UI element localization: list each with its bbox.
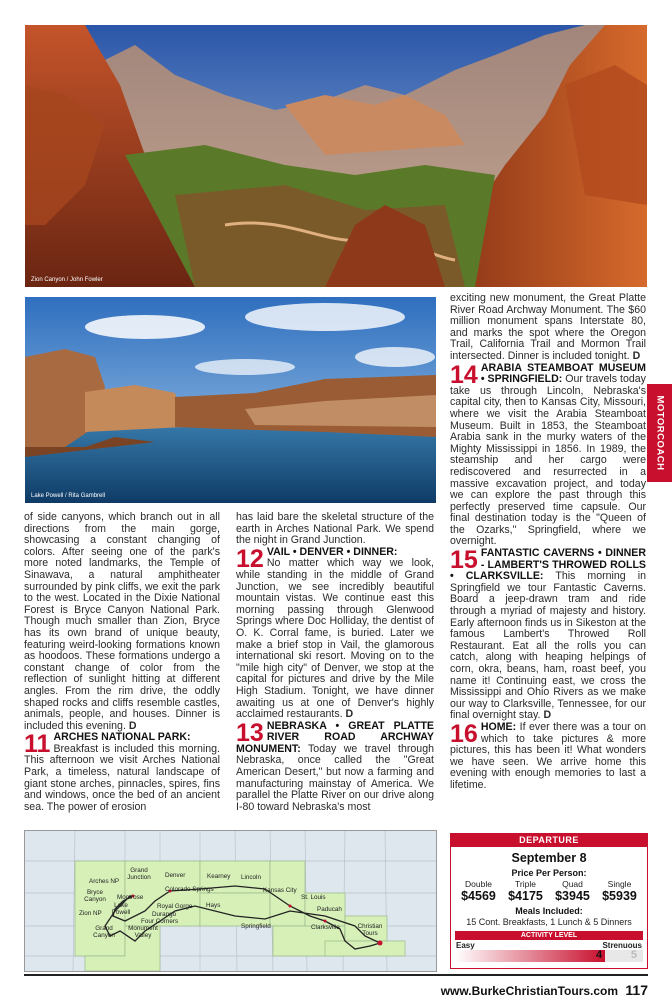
itinerary-day-13 — [236, 718, 434, 814]
meal-code: D — [345, 708, 354, 721]
day-number: 15 — [450, 546, 478, 575]
text-column-1 — [24, 512, 220, 813]
activity-easy-label: Easy — [456, 941, 475, 950]
itinerary-day-11 — [24, 732, 220, 813]
day-number: 11 — [24, 730, 51, 759]
day-text: Today we travel through Nebraska, once called the "Great American Desert," but now a farming and manufacturing mainstay of America. We parallel the Platte River on our drive along I-80 toward Nebraska's most — [236, 742, 434, 813]
day-heading: ARCHES NATIONAL PARK: — [53, 731, 191, 744]
meals-text: 15 Cont. Breakfasts, 1 Lunch & 5 Dinners — [466, 917, 632, 927]
itinerary-day-14 — [450, 360, 646, 549]
day-heading: NEBRASKA • GREAT PLATTE RIVER ROAD ARCHWAY MONUMENT: — [236, 719, 434, 755]
map-label-clarksville: Clarksville — [311, 924, 340, 931]
page-number: 117 — [625, 982, 648, 998]
map-label-kearney: Kearney — [207, 873, 231, 880]
activity-header: ACTIVITY LEVEL — [455, 931, 643, 940]
departure-header: DEPARTURE — [451, 834, 647, 847]
day-text: This morning in Springfield we tour Fantastic Caverns. Board a jeep-drawn tram and ride through a myriad of majesty and history. Early afternoon finds us in Sikeston at the famous Lambert's Throwed Roll Restaurant. Eat all the rolls you can catch, along with heaping helpings of corn, okra, beans, ham, roast beef, you name it! Continuing east, we cross the Mississippi and Ohio Rivers as we make our way to Clarksville, Tennessee, for our final overnight stay. — [450, 570, 646, 722]
text-column-2 — [236, 512, 434, 813]
price-table — [451, 879, 647, 903]
itinerary-day-15 — [450, 548, 646, 722]
price-column-double — [461, 879, 496, 903]
map-label-arches-np: Arches NP — [89, 878, 120, 885]
day-text: If ever there was a tour on which to take pictures & more pictures, this has been it! What wonders we have seen. We arrive home this evening with enough memories to last a lifetime. — [450, 720, 646, 791]
body-paragraph: of side canyons, which branch out in all directions from the main gorge, showcasing a constant changing of colors. After seeing one of the park's more noted landmarks, the Temple of Sinawava, a natural amphitheater surrounded by pink cliffs, we exit the park to the west. Located in the Dixie National Forest is Bryce Canyon National Park. Though much smaller than Zion, Bryce has its own brand of unique beauty, featuring weird-looking formations known as hoodoos. These formations undergo a constant change of color from the reflection of sunlight hitting at different angles. From the rim drive, the oddly shaped rocks and cliffs resemble castles, animals, people, and houses. Dinner is included this evening. D — [24, 511, 220, 732]
map-label-lake-powell: Lake Powell — [111, 902, 131, 916]
activity-level-fill — [455, 950, 605, 962]
lake-powell-photo — [25, 297, 436, 503]
price-value: $5939 — [602, 889, 637, 903]
day-heading: ARABIA STEAMBOAT MUSEUM • SPRINGFIELD: — [480, 361, 646, 386]
day-number: 16 — [450, 719, 478, 748]
price-value: $4569 — [461, 889, 496, 903]
map-label-paducah: Paducah — [317, 906, 342, 913]
activity-scale-labels — [455, 940, 643, 950]
price-value: $4175 — [508, 889, 543, 903]
map-label-kansas-city: Kansas City — [263, 887, 297, 894]
map-label-grand-canyon: Grand Canyon — [93, 925, 115, 939]
activity-level-bar — [455, 950, 643, 962]
photo-credit: Zion Canyon / John Fowler — [31, 277, 103, 283]
price-value: $3945 — [555, 889, 590, 903]
map-label-st-louis: St. Louis — [301, 894, 326, 901]
map-label-lincoln: Lincoln — [241, 874, 261, 881]
footer-url-and-page — [441, 982, 648, 998]
day-number: 12 — [236, 544, 264, 573]
body-paragraph: has laid bare the skeletal structure of the earth in Arches National Park. We spend the night in Grand Junction. — [236, 511, 434, 547]
motorcoach-tab-label: MOTORCOACH — [654, 395, 665, 471]
day-heading: HOME: — [480, 720, 517, 733]
departure-box — [450, 833, 648, 969]
day-heading: FANTASTIC CAVERNS • DINNER - LAMBERT'S THROWED ROLLS • CLARKSVILLE: — [450, 547, 646, 583]
map-label-royal-gorge: Royal Gorge — [157, 903, 193, 910]
zion-canyon-image — [25, 25, 647, 287]
map-label-hays: Hays — [206, 902, 221, 909]
departure-date: September 8 — [511, 851, 587, 865]
day-text: Breakfast is included this morning. This afternoon we visit Arches National Park, a timeless, natural landscape of giant stone arches, pinnacles, spires, fins and windows, once the bed of an ancient sea. The power of erosion — [24, 742, 220, 813]
day-text: No matter which way we look, while standing in the middle of Grand Junction, we see incredibly beautiful mountain vistas. We continue east this morning passing through Glenwood Springs where Doc Holliday, the dentist of O. K. Corral fame, is buried. Later we make a brief stop in Vail, the glamorous international ski resort. Moving on to the "mile high city" of Denver, we stop at the capital for pictures and drive by the Mile High Stadium. Tonight, we have dinner awaiting us at one of Denver's highly acclaimed restaurants. — [236, 557, 434, 721]
map-label-christian-tours: Christian Tours — [357, 923, 383, 937]
text-column-3 — [450, 293, 646, 792]
price-column-triple — [508, 879, 543, 903]
route-map — [24, 830, 437, 972]
map-label-grand-junction: Grand Junction — [127, 867, 151, 881]
map-label-bryce-canyon: Bryce Canyon — [84, 889, 106, 903]
map-label-colorado-springs: Colorado Springs — [165, 886, 214, 893]
itinerary-day-12 — [236, 544, 434, 721]
map-label-durango: Durango — [152, 911, 177, 918]
meal-code: D — [543, 709, 552, 722]
map-label-four-corners: Four Corners — [141, 918, 179, 925]
price-column-single — [602, 879, 637, 903]
zion-canyon-photo — [25, 25, 647, 287]
activity-level-max: 5 — [630, 949, 637, 961]
map-label-denver: Denver — [165, 872, 186, 879]
map-label-montrose: Montrose — [117, 894, 144, 901]
price-type-label: Double — [465, 879, 492, 889]
price-type-label: Single — [607, 879, 632, 889]
day-number: 13 — [236, 718, 264, 747]
price-type-label: Triple — [515, 879, 536, 889]
meals-label: Meals Included: — [515, 906, 583, 916]
motorcoach-tab — [647, 384, 672, 482]
lake-powell-image — [25, 297, 436, 503]
page-footer — [24, 974, 648, 998]
footer-url[interactable]: www.BurkeChristianTours.com — [440, 984, 619, 998]
itinerary-day-16 — [450, 719, 646, 792]
price-type-label: Quad — [562, 879, 583, 889]
activity-level-value: 4 — [596, 949, 603, 961]
day-text: Our travels today take us through Lincoln, Nebraska's capital city, then to Kansas City, Missouri, where we visit the Arabia Steamboat Museum. Built in 1853, the Steamboat Arabia sank in the murky waters of the Mighty Mississippi in 1856. In 1989, the steamship and her cargo were rediscovered and resurrected in a massive excavation project, and today we can explore the past through this perfectly preserved time capsule. Our final destination today is the "Queen of the Ozarks," Springfield, where we overnight. — [450, 373, 646, 548]
map-label-zion-np: Zion NP — [79, 910, 102, 917]
activity-strenuous-label: Strenuous — [602, 941, 642, 950]
map-label-springfield: Springfield — [241, 923, 271, 930]
day-number: 14 — [450, 360, 478, 389]
body-paragraph: exciting new monument, the Great Platte River Road Archway Monument. The $60 million monument spans Interstate 80, and marks the spot where the Oregon Trail, California Trail and Mormon Trail intersected. Dinner is included tonight. D — [450, 292, 646, 362]
day-heading: VAIL • DENVER • DINNER: — [266, 545, 398, 558]
photo-credit: Lake Powell / Rita Gambrell — [31, 493, 106, 499]
map-label-monument-valley: Monument Valley — [128, 925, 158, 939]
price-column-quad — [555, 879, 590, 903]
price-label: Price Per Person: — [511, 868, 587, 878]
